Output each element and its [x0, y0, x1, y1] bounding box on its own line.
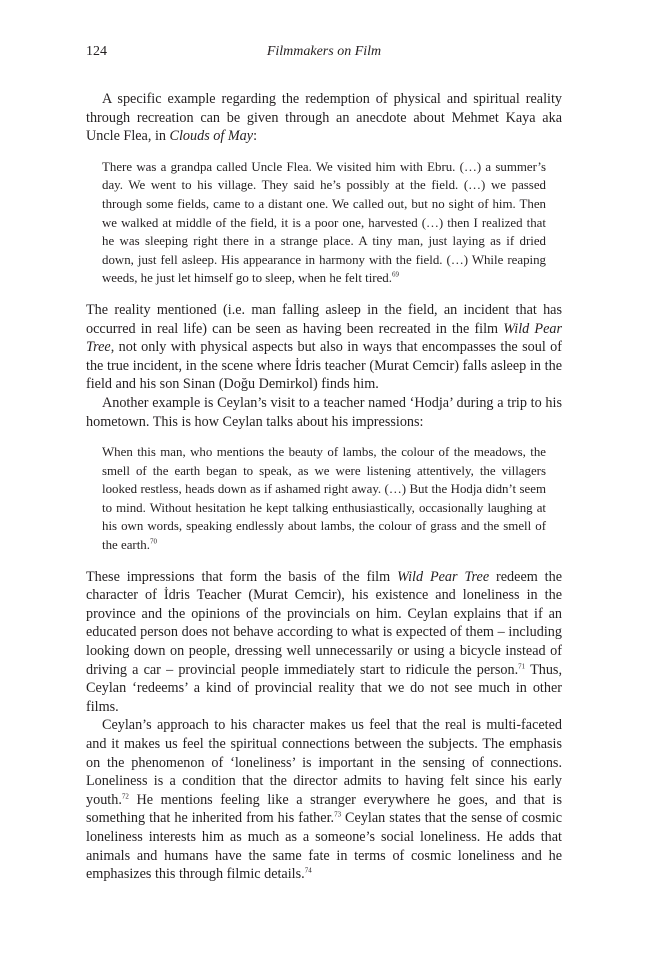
film-title: Wild Pear Tree	[397, 568, 490, 585]
film-title: Wild Pear Tree	[86, 320, 562, 356]
page-number: 124	[86, 44, 107, 59]
footnote-ref: 73	[334, 810, 342, 819]
block-quote-2: When this man, who mentions the beauty of lambs, the colour of the meadows, the smell of the earth began to speak, as we were listening attentively, the villagers looked restless, heads down as if ashamed right away. (…) But the Hodja didn’t seem to mind. Without hesitation he kept talking enthusiastically, occasionally laughing at his own words, speaking endlessly about lambs, the colour of grass and the smell of the earth.$^{70}$	[102, 445, 546, 553]
footnote-ref: 72	[121, 792, 129, 801]
paragraph-5: Ceylan’s approach to his character makes us feel that the real is multi-faceted and it makes us feel the spiritual connections between the subjects. The emphasis on the phenomenon of ‘loneliness’ is important in the sensing of connections. Loneliness is a condition that the director admits to having felt since his early youth.$^{72}$ He mentions feeling like a stranger everywhere he goes, and that is something that he inherited from his father.$^{73}$ Ceylan states that the sense of cosmic loneliness interests him as much as a someone’s social loneliness. He adds that animals and humans have the same fate in terms of cosmic loneliness and he emphasizes this through filmic details.$^{74}$	[86, 717, 562, 883]
footnote-ref: 74	[304, 866, 312, 875]
paragraph-1: A specific example regarding the redemption of physical and spiritual reality through recreation can be given through an anecdote about Mehmet Kaya aka Uncle Flea, in Clouds of May:	[86, 91, 562, 145]
running-title: Filmmakers on Film	[266, 44, 382, 59]
running-header	[86, 44, 562, 64]
footnote-ref: 69	[391, 271, 399, 280]
paragraph-4: These impressions that form the basis of the film Wild Pear Tree redeem the character of İdris Teacher (Murat Cemcir), his existence and loneliness in the province and the opinions of the provincials on him. Ceylan explains that if an educated person does not behave according to what is expected of them – including looking down on people, dressing well unnecessarily or using a bicycle instead of driving a car – provincial people immediately start to ridicule the person.$^{71}$ Thus, Ceylan ‘redeems’ a kind of provincial reality that we do not see much in other films.	[86, 568, 563, 715]
body-text	[86, 90, 562, 884]
block-quote-1: There was a grandpa called Uncle Flea. We visited him with Ebru. (…) a summer’s day. We went to his village. They said he’s possibly at the field. (…) we passed through some fields, came to a distant one. We called out, but no sight of him. Then we walked at middle of the field, it is a poor one, harvested (…) then I realized that he was sleeping right there in a strange place. A tiny man, just laying as if dried down, just fell asleep. His appearance in harmony with the field. (…) While reaping weeds, he just let himself go to sleep, when he felt tired.$^{69}$	[102, 159, 546, 286]
footnote-ref: 71	[518, 661, 526, 670]
paragraph-2: The reality mentioned (i.e. man falling asleep in the field, an incident that has occurred in real life) can be seen as having been recreated in the film Wild Pear Tree, not only with physical aspects but also in ways that encompasses the soul of the true incident, in the scene where İdris teacher (Murat Cemcir) falls asleep in the field and his son Sinan (Doğu Demirkol) finds him.	[86, 301, 562, 393]
paragraph-3: Another example is Ceylan’s visit to a teacher named ‘Hodja’ during a trip to his hometown. This is how Ceylan talks about his impressions:	[86, 394, 562, 430]
film-title: Clouds of May	[169, 128, 254, 145]
footnote-ref: 70	[149, 537, 157, 546]
